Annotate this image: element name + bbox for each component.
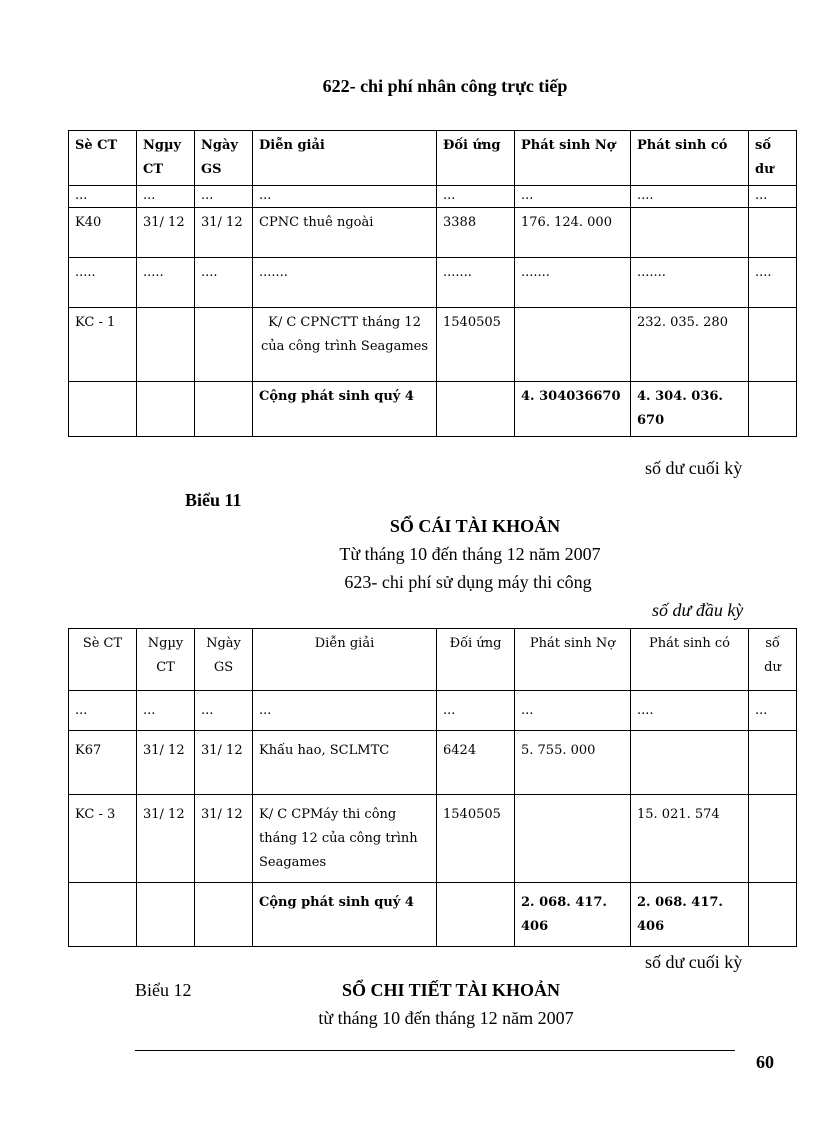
col-header-ngay-gs: Ngày GS <box>195 131 253 186</box>
cell: ... <box>195 691 253 731</box>
opening-balance-label: số dư đầu kỳ <box>652 600 744 620</box>
table-header-row <box>69 131 797 186</box>
col-header-doi-ung: Đối ứng <box>437 629 515 691</box>
cell <box>437 382 515 437</box>
cell: 31/ 12 <box>195 208 253 258</box>
cell: 176. 124. 000 <box>515 208 631 258</box>
cell <box>195 308 253 382</box>
ledger-table-622 <box>68 130 797 437</box>
table-header-row <box>69 629 797 691</box>
cell <box>749 795 797 883</box>
ledger-heading: SỔ CÁI TÀI KHOẢN <box>389 516 561 536</box>
cell: 232. 035. 280 <box>631 308 749 382</box>
cell: 31/ 12 <box>195 731 253 795</box>
col-header-ngay-gs: Ngày GS <box>195 629 253 691</box>
cell <box>137 883 195 947</box>
cell: 15. 021. 574 <box>631 795 749 883</box>
col-header-ngay-ct: Ngµy CT <box>137 629 195 691</box>
cell: ... <box>437 186 515 208</box>
cell <box>631 208 749 258</box>
col-header-dien-giai: Diễn giải <box>253 131 437 186</box>
cell: 3388 <box>437 208 515 258</box>
cell: ....... <box>515 258 631 308</box>
cell <box>137 382 195 437</box>
col-header-ps-co: Phát sinh có <box>631 629 749 691</box>
cell <box>69 382 137 437</box>
col-header-ps-co: Phát sinh có <box>631 131 749 186</box>
closing-balance-label-1: số dư cuối kỳ <box>645 458 743 478</box>
ledger-period: Từ tháng 10 đến tháng 12 năm 2007 <box>339 544 601 564</box>
cell: ... <box>749 691 797 731</box>
cell: ... <box>437 691 515 731</box>
cell: K67 <box>69 731 137 795</box>
table-row <box>69 731 797 795</box>
col-header-so-du: số dư <box>749 131 797 186</box>
cell: KC - 1 <box>69 308 137 382</box>
cell: 31/ 12 <box>137 795 195 883</box>
ledger-table-623 <box>68 628 797 947</box>
cell <box>749 382 797 437</box>
cell: ..... <box>137 258 195 308</box>
cell <box>437 883 515 947</box>
cell: K/ C CPMáy thi công tháng 12 của công trình Seagames <box>253 795 437 883</box>
cell: .... <box>195 258 253 308</box>
closing-balance-label-2: số dư cuối kỳ <box>645 952 743 972</box>
cell: ... <box>253 691 437 731</box>
cell: 31/ 12 <box>137 731 195 795</box>
cell <box>631 731 749 795</box>
table-row <box>69 258 797 308</box>
cell: ... <box>515 691 631 731</box>
cell <box>195 883 253 947</box>
total-label: Cộng phát sinh quý 4 <box>253 883 437 947</box>
cell: ... <box>137 186 195 208</box>
footer-divider <box>135 1050 735 1051</box>
cell: ... <box>137 691 195 731</box>
cell: CPNC thuê ngoài <box>253 208 437 258</box>
cell: ... <box>749 186 797 208</box>
bieu-12-label: Biểu 12 <box>135 980 192 1000</box>
total-label: Cộng phát sinh quý 4 <box>253 382 437 437</box>
detail-heading: SỔ CHI TIẾT TÀI KHOẢN <box>341 980 561 1000</box>
col-header-ps-no: Phát sinh Nợ <box>515 131 631 186</box>
table-total-row <box>69 382 797 437</box>
cell: ... <box>515 186 631 208</box>
table-total-row <box>69 883 797 947</box>
cell: K/ C CPNCTT tháng 12 của công trình Seagames <box>253 308 437 382</box>
cell <box>515 795 631 883</box>
cell: 1540505 <box>437 795 515 883</box>
cell: ..... <box>69 258 137 308</box>
total-credit: 4. 304. 036. 670 <box>631 382 749 437</box>
cell: K40 <box>69 208 137 258</box>
detail-period: từ tháng 10 đến tháng 12 năm 2007 <box>318 1008 574 1028</box>
cell <box>749 308 797 382</box>
cell: ... <box>69 691 137 731</box>
cell: ....... <box>437 258 515 308</box>
cell <box>515 308 631 382</box>
cell: KC - 3 <box>69 795 137 883</box>
cell: 31/ 12 <box>195 795 253 883</box>
cell: 5. 755. 000 <box>515 731 631 795</box>
cell <box>69 883 137 947</box>
ledger-account: 623- chi phí sử dụng máy thi công <box>344 572 592 592</box>
cell <box>137 308 195 382</box>
total-debit: 4. 304036670 <box>515 382 631 437</box>
table-row <box>69 208 797 258</box>
cell: ....... <box>631 258 749 308</box>
total-credit: 2. 068. 417. 406 <box>631 883 749 947</box>
col-header-so-ct: Sè CT <box>69 131 137 186</box>
col-header-so-du: số dư <box>749 629 797 691</box>
cell <box>749 208 797 258</box>
table-row <box>69 795 797 883</box>
table-row <box>69 186 797 208</box>
cell: ....... <box>253 258 437 308</box>
col-header-ps-no: Phát sinh Nợ <box>515 629 631 691</box>
section1-title: 622- chi phí nhân công trực tiếp <box>322 76 568 96</box>
cell: ... <box>69 186 137 208</box>
col-header-doi-ung: Đối ứng <box>437 131 515 186</box>
cell <box>195 382 253 437</box>
col-header-so-ct: Sè CT <box>69 629 137 691</box>
cell: Khấu hao, SCLMTC <box>253 731 437 795</box>
cell <box>749 883 797 947</box>
cell: .... <box>631 691 749 731</box>
cell: .... <box>749 258 797 308</box>
col-header-ngay-ct: Ngµy CT <box>137 131 195 186</box>
cell: 1540505 <box>437 308 515 382</box>
table-row <box>69 308 797 382</box>
col-header-dien-giai: Diễn giải <box>253 629 437 691</box>
cell: ... <box>195 186 253 208</box>
cell <box>749 731 797 795</box>
cell: 6424 <box>437 731 515 795</box>
cell: 31/ 12 <box>137 208 195 258</box>
table-row <box>69 691 797 731</box>
cell: .... <box>631 186 749 208</box>
bieu-11-label: Biểu 11 <box>185 490 242 510</box>
total-debit: 2. 068. 417. 406 <box>515 883 631 947</box>
cell: ... <box>253 186 437 208</box>
page-number: 60 <box>756 1052 774 1072</box>
